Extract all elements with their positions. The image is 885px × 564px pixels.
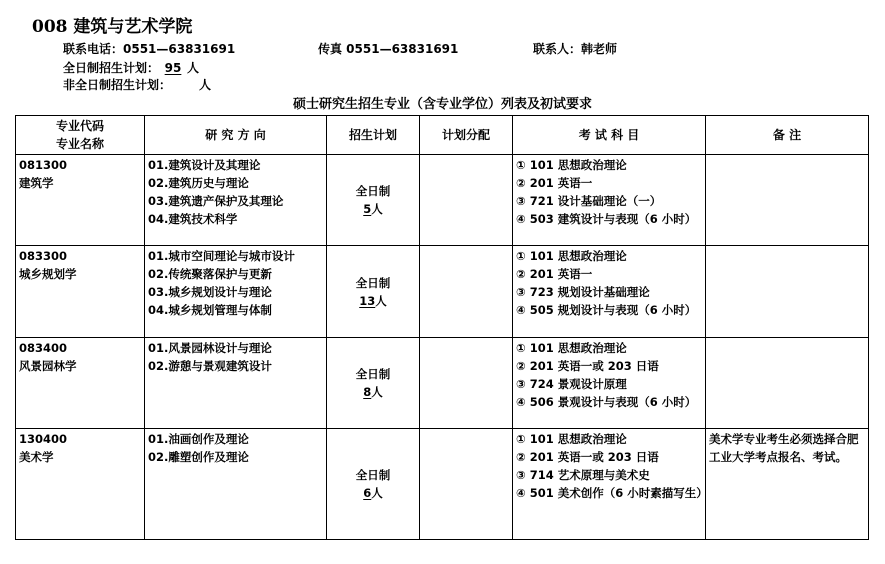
remarks-cell [706,155,869,246]
subject-item: ④ 506 景观设计与表现（6 小时） [516,395,697,409]
direction-item: 04.城乡规划管理与体制 [148,303,272,317]
plan-unit: 人 [371,486,383,500]
major-code: 081300 [19,158,68,172]
header-subjects: 考 试 科 目 [513,116,706,155]
direction-cell [145,246,327,338]
direction-cell [145,338,327,429]
header-remarks: 备 注 [706,116,869,155]
direction-item: 01.建筑设计及其理论 [148,158,261,172]
header-direction: 研 究 方 向 [145,116,327,155]
contact-text: 联系人：韩老师 [533,42,618,56]
major-cell [16,429,145,540]
table-row [16,246,869,338]
subject-item: ③ 723 规划设计基础理论 [516,285,650,299]
major-code: 083400 [19,341,68,355]
subject-item: ④ 505 规划设计与表现（6 小时） [516,303,697,317]
major-code: 083300 [19,249,68,263]
table-header-row [16,116,869,155]
major-name: 城乡规划学 [19,267,77,281]
fulltime-plan-label: 全日制招生计划： [63,61,160,75]
allocation-cell [420,246,513,338]
allocation-cell [420,155,513,246]
subject-item: ① 101 思想政治理论 [516,341,627,355]
direction-item: 03.建筑遗产保护及其理论 [148,194,284,208]
direction-item: 02.游憩与景观建筑设计 [148,359,272,373]
parttime-plan [63,76,211,93]
remarks-cell: 美术学专业考生必须选择合肥工业大学考点报名、考试。 [706,429,869,540]
direction-item: 02.雕塑创作及理论 [148,450,249,464]
subject-item: ② 201 英语一 [516,176,593,190]
header-plan: 招生计划 [327,116,420,155]
major-table [15,115,869,540]
plan-type: 全日制 [355,468,391,482]
fulltime-plan-unit: 人 [187,61,200,75]
subject-item: ① 101 思想政治理论 [516,432,627,446]
header-name: 专业名称 [55,137,104,151]
plan-number: 13 [359,293,376,308]
table-row [16,429,869,540]
remarks-cell [706,338,869,429]
plan-type: 全日制 [355,367,391,381]
subject-item: ① 101 思想政治理论 [516,158,627,172]
table-title: 硕士研究生招生专业（含专业学位）列表及初试要求 [292,97,592,112]
plan-cell [327,155,420,246]
header-code-name [16,116,145,155]
plan-type: 全日制 [355,184,391,198]
fulltime-plan-value: 95 [164,61,182,75]
major-cell [16,155,145,246]
major-name: 美术学 [19,450,54,464]
plan-cell [327,246,420,338]
direction-item: 02.建筑历史与理论 [148,176,249,190]
direction-cell [145,429,327,540]
fax-text: 传真 0551—63831691 [318,42,459,56]
phone-text: 联系电话：0551—63831691 [63,42,236,56]
direction-item: 03.城乡规划设计与理论 [148,285,272,299]
allocation-cell [420,338,513,429]
plan-number: 5 [363,202,372,216]
subject-item: ② 201 英语一或 203 日语 [516,359,659,373]
major-cell [16,338,145,429]
header-allocation: 计划分配 [420,116,513,155]
plan-type: 全日制 [355,275,391,290]
direction-cell [145,155,327,246]
table-row [16,155,869,246]
plan-unit: 人 [371,385,383,399]
subject-item: ③ 724 景观设计原理 [516,377,627,391]
major-name: 风景园林学 [19,359,77,373]
subject-item: ③ 714 艺术原理与美术史 [516,468,650,482]
subject-item: ② 201 英语一 [516,267,593,281]
major-name: 建筑学 [19,176,54,190]
remarks-cell [706,246,869,338]
allocation-cell [420,429,513,540]
direction-item: 02.传统聚落保护与更新 [148,267,272,281]
subjects-cell [513,338,706,429]
fulltime-plan [63,59,199,76]
subject-item: ④ 501 美术创作（6 小时素描写生） [516,486,708,500]
direction-item: 01.风景园林设计与理论 [148,341,272,355]
header-code: 专业代码 [55,119,104,133]
direction-item: 04.建筑技术科学 [148,212,238,226]
subjects-cell [513,429,706,540]
major-code: 130400 [19,432,68,446]
subjects-cell [513,246,706,338]
subject-item: ④ 503 建筑设计与表现（6 小时） [516,212,697,226]
parttime-plan-label: 非全日制招生计划： [63,78,172,92]
parttime-plan-unit: 人 [199,78,212,92]
major-cell [16,246,145,338]
table-row [16,338,869,429]
subject-item: ② 201 英语一或 203 日语 [516,450,659,464]
plan-number: 6 [363,486,372,500]
plan-cell [327,338,420,429]
plan-unit: 人 [371,202,383,216]
subjects-cell [513,155,706,246]
direction-item: 01.城市空间理论与城市设计 [148,249,295,263]
subject-item: ① 101 思想政治理论 [516,249,627,263]
plan-number: 8 [363,385,372,399]
subject-item: ③ 721 设计基础理论（一） [516,194,662,208]
school-title: 008 建筑与艺术学院 [32,17,193,37]
plan-unit: 人 [375,293,387,308]
direction-item: 01.油画创作及理论 [148,432,249,446]
plan-cell [327,429,420,540]
